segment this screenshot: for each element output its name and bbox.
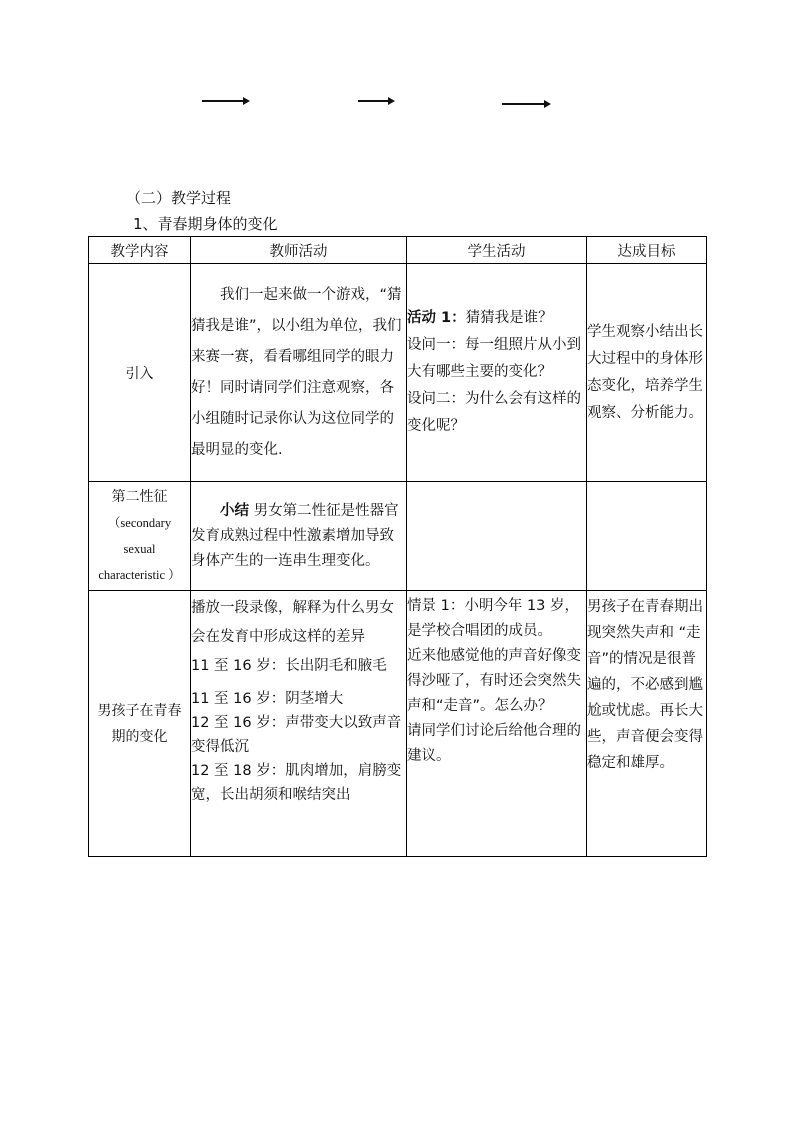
header-content: 教学内容 bbox=[89, 237, 191, 264]
table-header-row bbox=[89, 237, 707, 264]
row3-student-line-2: 近来他感觉他的声音好像变得沙哑了，有时还会突然失声和“走音”。怎么办？ bbox=[407, 648, 581, 714]
row2-content-cell bbox=[89, 482, 191, 591]
header-teacher: 教师活动 bbox=[191, 237, 407, 264]
row2-teacher-cell bbox=[191, 482, 407, 591]
row2-content-cn: 第二性征 bbox=[111, 489, 168, 505]
row2-content-en: （secondary sexual characteristic ） bbox=[98, 516, 181, 582]
flow-arrow-3 bbox=[502, 98, 551, 110]
activity-label: 活动 1： bbox=[407, 310, 466, 326]
table-row bbox=[89, 591, 707, 857]
row3-teacher-cell bbox=[191, 591, 407, 857]
row3-content-cell bbox=[89, 591, 191, 857]
row3-goal: 男孩子在青春期出现突然失声和 “走音”的情况是很普遍的，不必感到尴尬或忧虑。再长大些，声音便会变得稳定和雄厚。 bbox=[587, 599, 703, 771]
table-row bbox=[89, 264, 707, 482]
row3-teacher-item-1: 11 至 16 岁：长出阴毛和腋毛 bbox=[191, 658, 387, 674]
section-subtitle: 1、青春期身体的变化 bbox=[133, 215, 278, 233]
row1-teacher-cell bbox=[191, 264, 407, 482]
row3-student-cell bbox=[407, 591, 587, 857]
row1-content-cell bbox=[89, 264, 191, 482]
summary-label: 小结 bbox=[220, 502, 249, 519]
row1-student-q2: 设问二：为什么会有这样的变化呢？ bbox=[407, 391, 581, 434]
row3-student-line-3: 请同学们讨论后给他合理的建议。 bbox=[407, 723, 581, 764]
row3-content: 男孩子在青春期的变化 bbox=[97, 702, 182, 745]
table-row bbox=[89, 482, 707, 591]
row2-goal-cell bbox=[587, 482, 707, 591]
flow-arrow-2 bbox=[358, 95, 395, 107]
row1-goal-cell bbox=[587, 264, 707, 482]
header-student: 学生活动 bbox=[407, 237, 587, 264]
row3-teacher-intro: 播放一段录像，解释为什么男女会在发育中形成这样的差异 bbox=[191, 600, 394, 645]
row1-student-cell bbox=[407, 264, 587, 482]
lesson-table bbox=[88, 236, 707, 857]
row1-student-q1: 设问一：每一组照片从小到大有哪些主要的变化？ bbox=[407, 337, 581, 380]
row3-teacher-item-2: 11 至 16 岁：阴茎增大 bbox=[191, 691, 344, 707]
row2-teacher: 男女第二性征是性器官发育成熟过程中性激素增加导致身体产生的一连串生理变化。 bbox=[191, 502, 399, 569]
row2-student-cell bbox=[407, 482, 587, 591]
row3-teacher-item-4: 12 至 18 岁：肌肉增加，肩膀变宽，长出胡须和喉结突出 bbox=[191, 763, 402, 803]
flow-arrow-1 bbox=[202, 95, 250, 107]
row1-content: 引入 bbox=[125, 365, 154, 382]
row3-teacher-item-3: 12 至 16 岁：声带变大以致声音变得低沉 bbox=[191, 715, 402, 755]
section-title: （二）教学过程 bbox=[126, 189, 232, 207]
header-goal: 达成目标 bbox=[587, 237, 707, 264]
row1-teacher: 我们一起来做一个游戏，“猜猜我是谁”，以小组为单位，我们来赛一赛，看看哪组同学的眼力好！同时请同学们注意观察，各小组随时记录你认为这位同学的最明显的变化. bbox=[191, 286, 402, 458]
activity-title: 猜猜我是谁？ bbox=[465, 310, 553, 326]
row3-student-line-1: 情景 1：小明今年 13 岁，是学校合唱团的成员。 bbox=[407, 598, 580, 639]
row3-goal-cell bbox=[587, 591, 707, 857]
row1-goal: 学生观察小结出长大过程中的身体形态变化，培养学生观察、分析能力。 bbox=[587, 323, 703, 421]
